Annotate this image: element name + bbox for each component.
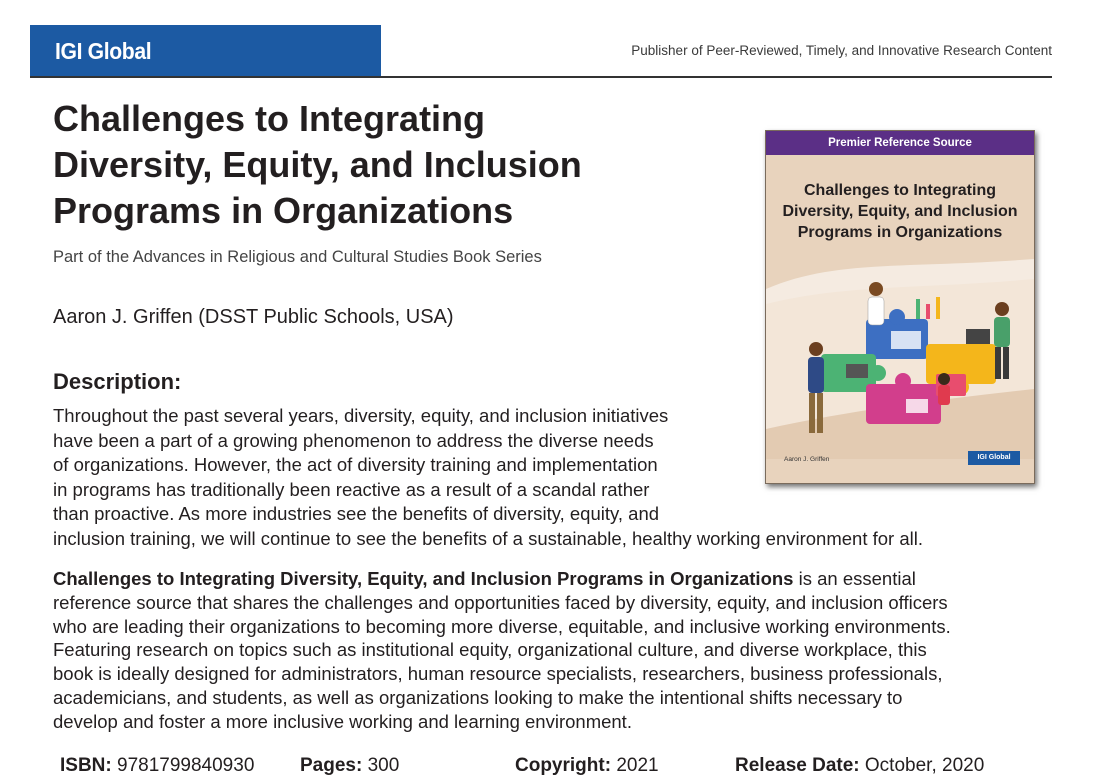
paragraph-line: book is ideally designed for administrators, human resource specialists, researchers, business professionals, [53,663,943,685]
pages-label: Pages: [300,755,363,776]
description-heading: Description: [53,369,182,394]
cover-banner: Premier Reference Source [766,131,1034,155]
paragraph-line: have been a part of a growing phenomenon to address the diverse needs [53,429,654,451]
book-title-line: Challenges to Integrating [53,98,486,139]
paragraph-line: develop and foster a more inclusive working and learning environment. [53,710,632,732]
paragraph-text: is an essential [793,568,916,589]
cover-title-line: Diversity, Equity, and Inclusion [782,203,1018,220]
paragraph-line: who are leading their organizations to becoming more diverse, equitable, and inclusive working environments. [53,615,951,637]
paragraph-line: in programs has traditionally been reactive as a result of a scandal rather [53,478,650,500]
book-author: Aaron J. Griffen (DSST Public Schools, USA) [53,306,454,328]
paragraph-line: Featuring research on topics such as institutional equity, organizational culture, and diverse workplace, this [53,639,927,661]
book-title [53,96,693,234]
book-title-inline: Challenges to Integrating Diversity, Equity, and Inclusion Programs in Organizations [53,568,794,589]
cover-title-line: Challenges to Integrating [803,182,996,199]
cover-title-line: Programs in Organizations [797,224,1003,241]
brand-bar [30,25,381,77]
cover-author: Aaron J. Griffen [784,456,830,463]
copyright-label: Copyright: [515,755,612,776]
isbn-value: 9781799840930 [111,755,255,776]
paragraph-line: reference source that shares the challenges and opportunities faced by diversity, equity, and inclusion officers [53,591,948,613]
paragraph-line: Throughout the past several years, diversity, equity, and inclusion initiatives [53,405,669,426]
description-paragraph-2 [53,567,1033,734]
copyright-value: 2021 [611,755,659,776]
release-label: Release Date: [735,755,860,776]
paragraph-line: academicians, and students, as well as organizations looking to make the intentional shifts necessary to [53,686,903,708]
cover-publisher-logo: IGI Global [968,451,1020,465]
publisher-tagline: Publisher of Peer-Reviewed, Timely, and Innovative Research Content [631,43,1052,58]
paragraph-line [53,567,1033,591]
cover-title [766,180,1034,243]
header-divider [30,76,1052,78]
book-cover-image [765,130,1035,484]
paragraph-line: inclusion training, we will continue to see the benefits of a sustainable, healthy working environment for all. [53,527,923,549]
isbn-label: ISBN: [60,755,112,776]
paragraph-line: than proactive. As more industries see the benefits of diversity, equity, and [53,503,660,525]
pages-value: 300 [362,755,400,776]
release-value: October, 2020 [859,755,985,776]
book-title-line: Diversity, Equity, and Inclusion [53,144,582,185]
book-title-line: Programs in Organizations [53,190,514,231]
cover-illustration [766,259,1034,459]
book-series: Part of the Advances in Religious and Cultural Studies Book Series [53,248,542,266]
brand-logo-text: IGI Global [55,38,152,64]
paragraph-line: of organizations. However, the act of diversity training and implementation [53,454,658,476]
